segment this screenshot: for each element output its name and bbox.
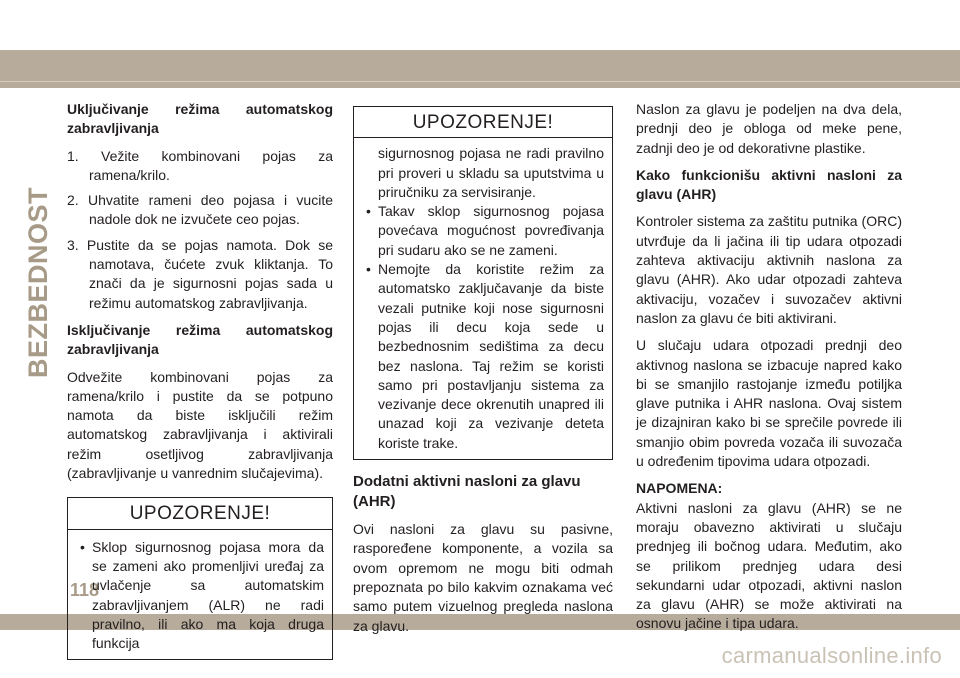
warning-title: UPOZORENJE! [68, 498, 332, 529]
ahr-paragraph: Ovi nasloni za glavu su pasivne, raspoređene komponente, a vozila sa ovom opremom ne mogu biti odmah prepoznata po bilo kakvim oznakama već samo putem vizuelnog pregleda naslona za glavu. [353, 521, 613, 634]
column-right [636, 100, 902, 642]
step-item: 3. Pustite da se pojas namota. Dok se namotava, čućete zvuk kliktanja. To znači da je sigurnosni pojas sada u režimu automatskog zabravljivanja. [67, 236, 333, 311]
column-middle [353, 106, 613, 644]
paragraph-impact: U slučaju udara otpozadi prednji deo aktivnog naslona se izbacuje napred kako bi se smanjilo rastojanje između potiljka glave putnika i AHR naslona. Ovaj sistem je dizajniran kako bi se sprečile povrede ili smanjio obim povreda vozača ili suvozača u određenim tipovima udara otpozadi. [636, 337, 902, 470]
warning-item-text: Nemojte da koristite režim za automatsko zaključavanje da biste vezali putnike koji nose sigurnosni pojas ili decu koja sede u bezbednosnim sedištima za decu bez naslona. Taj režim se koristi samo pri postavljanju sistema za vezivanje dece okrenutih unapred ili unazad koji za vezivanje deteta koriste trake. [378, 261, 604, 451]
heading-enable-line1: Uključivanje režima automatskog [67, 101, 333, 117]
warning-box-continued [353, 106, 613, 460]
warning-list [68, 530, 332, 660]
heading-enable-line2: zabravljivanja [67, 120, 159, 137]
section-title: BEZBEDNOST [22, 186, 53, 378]
subheading-ahr: Dodatni aktivni nasloni za glavu (AHR) [353, 473, 581, 511]
warning-item [362, 202, 604, 260]
header-bar [0, 50, 960, 88]
warning-item-text: Sklop sigurnosnog pojasa mora da se zameni ako promenljivi uređaj za uvlačenje sa automatskim zabravljivanjem (ALR) ne radi pravilno, ili ako ma koja druga funkcija [92, 538, 324, 652]
intro-paragraph: Naslon za glavu je podeljen na dva dela, prednji deo je obloga od meke pene, zadnji deo je od dekorativne plastike. [636, 101, 902, 156]
heading-disable-line2: zabravljivanja [67, 341, 159, 358]
steps-list [67, 147, 333, 313]
header-band [0, 0, 960, 88]
watermark: carmanualsonline.info [721, 643, 942, 668]
step-item: 1. Vežite kombinovani pojas za ramena/krilo. [67, 147, 333, 183]
warning-list [354, 138, 612, 459]
column-left [67, 100, 333, 660]
warning-item [76, 538, 324, 654]
page-number: 118 [70, 580, 100, 600]
warning-box [67, 497, 333, 660]
note-label: NAPOMENA: [636, 480, 723, 497]
step-item: 2. Uhvatite rameni deo pojasa i vucite nadole dok ne izvučete ceo pojas. [67, 192, 333, 228]
section-tab [18, 186, 58, 378]
warning-continuation: sigurnosnog pojasa ne radi pravilno pri proveri u skladu sa uputstvima u priručniku za servisiranje. [378, 145, 604, 200]
heading-how-line2: glavu (AHR) [636, 186, 717, 203]
note-text: Aktivni nasloni za glavu (AHR) se ne moraju obavezno aktivirati u slučaju prednjeg ili bočnog udara. Međutim, ako se prilikom prednjeg udara desi sekundarni udar otpozadi, aktivni naslon za glavu (AHR) se može aktivirati na osnovu jačine i tipa udara. [636, 499, 902, 632]
heading-disable-line1: Isključivanje režima automatskog [67, 321, 333, 338]
disable-paragraph: Odvežite kombinovani pojas za ramena/krilo i pustite da se potpuno namota da biste isključili režim automatskog zabravljivanja i aktivirali režim osetljivog zabravljivanja (zabravljivanje u vanrednim slučajevima). [67, 368, 333, 482]
paragraph-orc: Kontroler sistema za zaštitu putnika (ORC) utvrđuje da li jačina ili tip udara otpozadi zahteva aktivaciju aktivnih naslona za glavu (AHR). Ako udar otpozadi zahteva aktivaciju, vozačev i suvozačev aktivni naslon za glavu će biti aktivirani. [636, 213, 902, 326]
warning-item [362, 260, 604, 453]
heading-how-line1: Kako funkcionišu aktivni nasloni za [636, 166, 902, 183]
warning-item-text: Takav sklop sigurnosnog pojasa povećava mogućnost povređivanja pri sudaru ako se ne zameni. [378, 203, 604, 258]
warning-title: UPOZORENJE! [354, 107, 612, 138]
